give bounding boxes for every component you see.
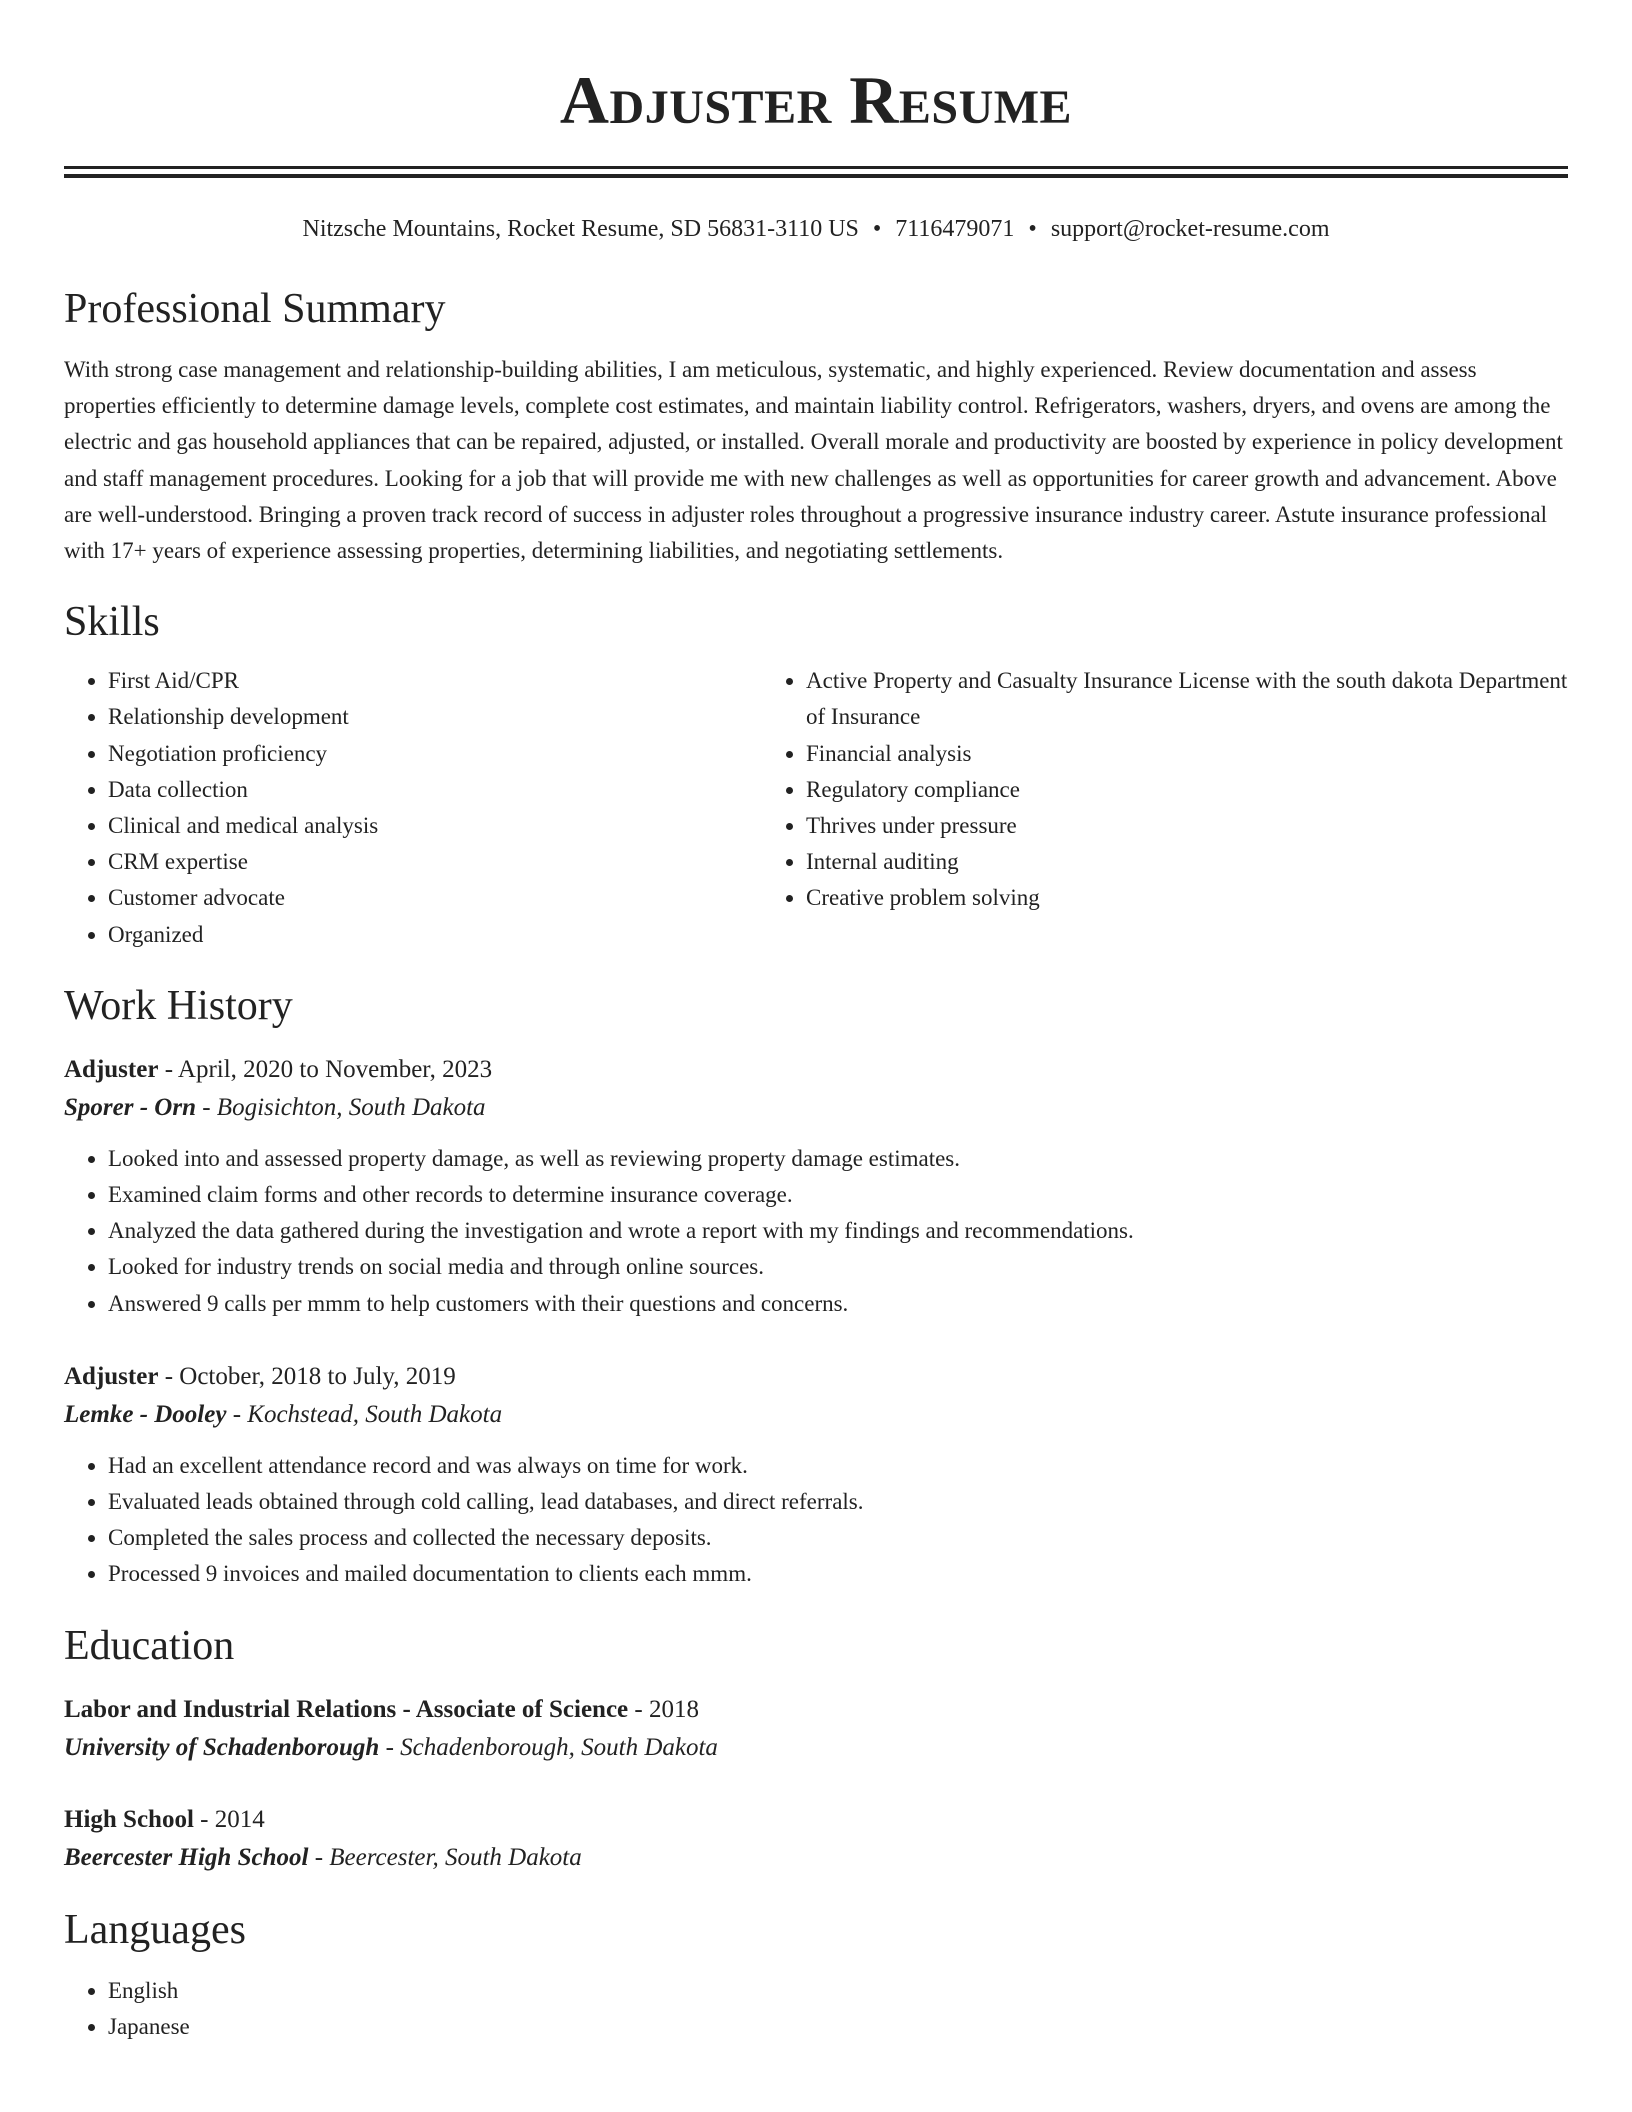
title-divider <box>64 166 1568 178</box>
degree-line <box>64 1801 1568 1839</box>
company-name: Sporer - Orn <box>64 1093 196 1121</box>
skill-item: • Creative problem solving <box>806 880 1568 916</box>
summary-text: With strong case management and relationship-building abilities, I am meticulous, systematic, and highly experienced. Review documentation and assess properties efficiently to determine damage levels, complete cost estimates, and maintain liability control. Refrigerators, washers, dryers, and ovens are among the electric and gas household appliances that can be repaired, adjusted, or installed. Overall morale and productivity are boosted by experience in policy development and staff management procedures. Looking for a job that will provide me with new challenges as well as opportunities for career growth and advancement. Above are well-understood. Bringing a proven track record of success in adjuster roles throughout a progressive insurance industry career. Astute insurance professional with 17+ years of experience assessing properties, determining liabilities, and negotiating settlements. <box>64 357 1563 564</box>
job-entry <box>64 1358 1568 1593</box>
education-entry <box>64 1801 1568 1877</box>
job-title-line <box>64 1358 1568 1396</box>
job-bullet: • Answered 9 calls per mmm to help customers with their questions and concerns. <box>108 1286 1568 1322</box>
skills-column-right <box>762 663 1568 953</box>
job-bullet: • Looked into and assessed property damage, as well as reviewing property damage estimates. <box>108 1141 1568 1177</box>
job-entry <box>64 1051 1568 1322</box>
skill-item: • Organized <box>108 917 762 953</box>
education-heading: Education <box>64 1622 235 1669</box>
skill-item: • CRM expertise <box>108 844 762 880</box>
skill-item: • Regulatory compliance <box>806 772 1568 808</box>
language-item: • Japanese <box>108 2009 1568 2045</box>
contact-separator: • <box>1028 216 1037 242</box>
job-bullet: • Examined claim forms and other records to determine insurance coverage. <box>108 1177 1568 1213</box>
languages-list <box>64 1973 1568 2045</box>
school-name: Beercester High School <box>64 1843 309 1871</box>
degree-line <box>64 1691 1568 1729</box>
job-bullet: • Looked for industry trends on social media and through online sources. <box>108 1249 1568 1285</box>
job-bullet: • Processed 9 invoices and mailed documentation to clients each mmm. <box>108 1556 1568 1592</box>
skill-item: • Thrives under pressure <box>806 808 1568 844</box>
languages-heading: Languages <box>64 1906 246 1953</box>
degree-year: - 2014 <box>193 1805 265 1833</box>
company-location: - Kochstead, South Dakota <box>226 1400 503 1428</box>
degree-name: Labor and Industrial Relations - Associate of Science <box>64 1695 629 1723</box>
contact-phone: 7116479071 <box>895 216 1015 242</box>
job-dates: - October, 2018 to July, 2019 <box>158 1362 456 1390</box>
company-line <box>64 1396 1568 1434</box>
resume-page <box>64 0 1568 2045</box>
contact-line <box>64 214 1568 244</box>
degree-year: - 2018 <box>628 1695 699 1723</box>
skills-heading: Skills <box>64 599 160 646</box>
job-dates: - April, 2020 to November, 2023 <box>158 1055 493 1083</box>
skill-item: • Customer advocate <box>108 880 762 916</box>
skill-item: • Relationship development <box>108 699 762 735</box>
job-title: Adjuster <box>64 1362 159 1390</box>
skills-list <box>64 663 1568 953</box>
job-bullet: • Completed the sales process and collected the necessary deposits. <box>108 1520 1568 1556</box>
company-location: - Bogisichton, South Dakota <box>195 1093 486 1121</box>
job-title-line <box>64 1051 1568 1089</box>
summary-heading: Professional Summary <box>64 286 446 332</box>
skills-column-left <box>64 663 762 953</box>
skill-item: • Active Property and Casualty Insurance License with the south dakota Department of Insurance <box>806 663 1568 735</box>
job-bullet: • Had an excellent attendance record and was always on time for work. <box>108 1448 1568 1484</box>
degree-name: High School <box>64 1805 194 1833</box>
skill-item: • Negotiation proficiency <box>108 736 762 772</box>
job-title: Adjuster <box>64 1055 159 1083</box>
job-bullet: • Evaluated leads obtained through cold calling, lead databases, and direct referrals. <box>108 1484 1568 1520</box>
school-location: - Schadenborough, South Dakota <box>379 1733 718 1761</box>
company-name: Lemke - Dooley <box>64 1400 227 1428</box>
job-bullets <box>64 1141 1568 1322</box>
school-line <box>64 1729 1568 1767</box>
contact-email: support@rocket-resume.com <box>1050 216 1330 242</box>
company-line <box>64 1089 1568 1127</box>
school-line <box>64 1839 1568 1877</box>
skill-item: • Clinical and medical analysis <box>108 808 762 844</box>
school-name: University of Schadenborough <box>64 1733 380 1761</box>
language-item: • English <box>108 1973 1568 2009</box>
contact-separator: • <box>872 216 882 242</box>
resume-title: Adjuster Resume <box>559 62 1073 138</box>
skill-item: • Financial analysis <box>806 736 1568 772</box>
job-bullet: • Analyzed the data gathered during the investigation and wrote a report with my findings and recommendations. <box>108 1213 1568 1249</box>
skill-item: • Data collection <box>108 772 762 808</box>
job-bullets <box>64 1448 1568 1593</box>
school-location: - Beercester, South Dakota <box>308 1843 582 1871</box>
education-entry <box>64 1691 1568 1767</box>
skill-item: • Internal auditing <box>806 844 1568 880</box>
skill-item: • First Aid/CPR <box>108 663 762 699</box>
contact-address: Nitzsche Mountains, Rocket Resume, SD 56831-3110 US <box>302 216 859 242</box>
work-history-heading: Work History <box>64 982 293 1029</box>
